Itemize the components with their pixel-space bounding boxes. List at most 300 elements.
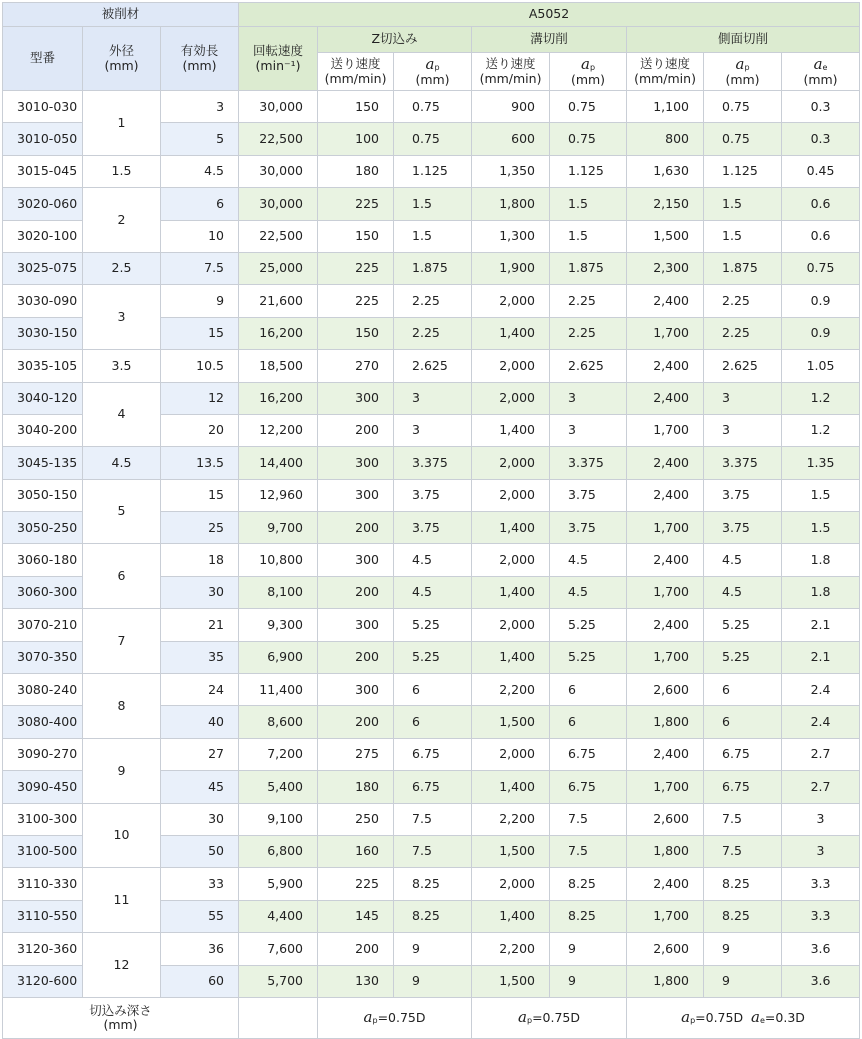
z-feed-cell: 300	[318, 447, 394, 479]
diameter-cell: 6	[83, 544, 161, 609]
side-ae-cell: 0.3	[782, 91, 860, 123]
groove-feed-cell: 2,200	[472, 674, 550, 706]
groove-ap-cell: 1.5	[550, 188, 627, 220]
groove-feed-cell: 2,000	[472, 479, 550, 511]
z-ap-cell: 3.75	[394, 479, 472, 511]
groove-ap-cell: 7.5	[550, 803, 627, 835]
groove-feed-cell: 1,800	[472, 188, 550, 220]
table-row	[3, 155, 860, 187]
model-cell: 3020-100	[3, 220, 83, 252]
groove-feed-cell: 1,500	[472, 835, 550, 867]
rpm-cell: 18,500	[239, 350, 318, 382]
groove-feed-cell: 1,400	[472, 900, 550, 932]
side-ap-cell: 6.75	[704, 771, 782, 803]
side-feed-cell: 1,630	[627, 155, 704, 187]
groove-ap-cell: 3.75	[550, 479, 627, 511]
side-feed-cell: 1,100	[627, 91, 704, 123]
length-cell: 6	[161, 188, 239, 220]
footer-z-depth: ap=0.75D	[318, 997, 472, 1038]
model-cell: 3100-500	[3, 835, 83, 867]
z-ap-cell: 1.875	[394, 252, 472, 284]
rpm-cell: 9,100	[239, 803, 318, 835]
z-ap-cell: 1.125	[394, 155, 472, 187]
groove-feed-cell: 2,000	[472, 544, 550, 576]
z-ap-cell: 9	[394, 965, 472, 997]
rpm-cell: 12,200	[239, 414, 318, 446]
side-ae-cell: 2.4	[782, 706, 860, 738]
side-feed-cell: 1,700	[627, 641, 704, 673]
side-ap-cell: 6	[704, 674, 782, 706]
diameter-cell: 1	[83, 91, 161, 156]
rpm-cell: 21,600	[239, 285, 318, 317]
z-ap-header: ap (mm)	[394, 53, 472, 91]
rpm-cell: 22,500	[239, 123, 318, 155]
rpm-cell: 6,800	[239, 835, 318, 867]
depth-of-cut-label: 切込み深さ (mm)	[3, 997, 239, 1038]
length-cell: 15	[161, 317, 239, 349]
rpm-cell: 9,700	[239, 512, 318, 544]
groove-feed-cell: 1,500	[472, 706, 550, 738]
model-cell: 3040-120	[3, 382, 83, 414]
side-ae-cell: 3.6	[782, 965, 860, 997]
side-ap-cell: 2.625	[704, 350, 782, 382]
diameter-cell: 4	[83, 382, 161, 447]
side-ae-cell: 3.6	[782, 933, 860, 965]
length-cell: 9	[161, 285, 239, 317]
table-row	[3, 803, 860, 835]
side-ae-cell: 3	[782, 803, 860, 835]
model-cell: 3050-150	[3, 479, 83, 511]
footer-blank	[239, 997, 318, 1038]
model-cell: 3045-135	[3, 447, 83, 479]
diameter-cell: 5	[83, 479, 161, 544]
z-feed-cell: 300	[318, 544, 394, 576]
z-feed-cell: 200	[318, 512, 394, 544]
z-ap-cell: 3	[394, 382, 472, 414]
side-ap-cell: 1.5	[704, 220, 782, 252]
side-ap-cell: 7.5	[704, 803, 782, 835]
z-feed-cell: 150	[318, 220, 394, 252]
side-ae-cell: 1.5	[782, 479, 860, 511]
z-feed-cell: 150	[318, 91, 394, 123]
groove-feed-cell: 2,200	[472, 803, 550, 835]
groove-ap-cell: 8.25	[550, 868, 627, 900]
length-cell: 45	[161, 771, 239, 803]
groove-ap-header: ap (mm)	[550, 53, 627, 91]
rpm-cell: 10,800	[239, 544, 318, 576]
side-ae-cell: 2.7	[782, 771, 860, 803]
side-ap-cell: 8.25	[704, 900, 782, 932]
groove-feed-cell: 1,400	[472, 576, 550, 608]
length-cell: 55	[161, 900, 239, 932]
length-cell: 30	[161, 576, 239, 608]
z-feed-cell: 300	[318, 382, 394, 414]
z-feed-cell: 180	[318, 155, 394, 187]
model-cell: 3070-350	[3, 641, 83, 673]
side-ae-cell: 0.6	[782, 220, 860, 252]
model-cell: 3060-300	[3, 576, 83, 608]
z-ap-cell: 2.25	[394, 317, 472, 349]
rpm-cell: 25,000	[239, 252, 318, 284]
diameter-cell: 10	[83, 803, 161, 868]
cutting-conditions-table	[2, 2, 860, 1039]
z-ap-cell: 2.25	[394, 285, 472, 317]
length-cell: 7.5	[161, 252, 239, 284]
model-cell: 3035-105	[3, 350, 83, 382]
z-ap-cell: 6	[394, 674, 472, 706]
groove-ap-cell: 4.5	[550, 576, 627, 608]
z-feed-cell: 225	[318, 252, 394, 284]
length-cell: 33	[161, 868, 239, 900]
side-feed-cell: 1,500	[627, 220, 704, 252]
col-model-header: 型番	[3, 27, 83, 91]
z-feed-cell: 250	[318, 803, 394, 835]
model-cell: 3090-450	[3, 771, 83, 803]
diameter-cell: 11	[83, 868, 161, 933]
groove-ap-cell: 3.375	[550, 447, 627, 479]
groove-ap-cell: 5.25	[550, 609, 627, 641]
side-ap-cell: 9	[704, 933, 782, 965]
side-ap-cell: 4.5	[704, 544, 782, 576]
z-feed-cell: 200	[318, 706, 394, 738]
side-feed-cell: 2,400	[627, 544, 704, 576]
length-cell: 13.5	[161, 447, 239, 479]
side-feed-cell: 2,600	[627, 933, 704, 965]
model-cell: 3010-050	[3, 123, 83, 155]
group-side-header: 側面切削	[627, 27, 860, 53]
side-ae-cell: 1.5	[782, 512, 860, 544]
length-cell: 24	[161, 674, 239, 706]
groove-feed-cell: 2,000	[472, 285, 550, 317]
rpm-cell: 4,400	[239, 900, 318, 932]
groove-feed-cell: 2,000	[472, 738, 550, 770]
table-row	[3, 382, 860, 414]
side-ae-cell: 1.8	[782, 544, 860, 576]
col-length-header: 有効長 (mm)	[161, 27, 239, 91]
z-ap-cell: 3.75	[394, 512, 472, 544]
length-cell: 27	[161, 738, 239, 770]
diameter-cell: 7	[83, 609, 161, 674]
length-cell: 20	[161, 414, 239, 446]
side-ap-cell: 6.75	[704, 738, 782, 770]
model-cell: 3120-600	[3, 965, 83, 997]
length-cell: 30	[161, 803, 239, 835]
groove-ap-cell: 2.25	[550, 317, 627, 349]
side-feed-cell: 2,400	[627, 350, 704, 382]
rpm-cell: 9,300	[239, 609, 318, 641]
model-cell: 3110-330	[3, 868, 83, 900]
footer-groove-depth: ap=0.75D	[472, 997, 627, 1038]
rpm-cell: 30,000	[239, 188, 318, 220]
groove-feed-cell: 1,350	[472, 155, 550, 187]
diameter-cell: 8	[83, 674, 161, 739]
groove-feed-cell: 2,200	[472, 933, 550, 965]
side-feed-cell: 2,300	[627, 252, 704, 284]
groove-ap-cell: 0.75	[550, 123, 627, 155]
table-row	[3, 674, 860, 706]
model-cell: 3090-270	[3, 738, 83, 770]
table-row	[3, 188, 860, 220]
group-z-header: Z切込み	[318, 27, 472, 53]
side-ap-cell: 5.25	[704, 641, 782, 673]
side-ap-cell: 2.25	[704, 317, 782, 349]
length-cell: 36	[161, 933, 239, 965]
length-cell: 40	[161, 706, 239, 738]
col-rpm-header: 回転速度 (min⁻¹)	[239, 27, 318, 91]
groove-feed-cell: 900	[472, 91, 550, 123]
z-ap-cell: 8.25	[394, 868, 472, 900]
side-ae-cell: 2.1	[782, 609, 860, 641]
rpm-cell: 7,200	[239, 738, 318, 770]
model-cell: 3060-180	[3, 544, 83, 576]
length-cell: 10	[161, 220, 239, 252]
z-feed-cell: 300	[318, 674, 394, 706]
rpm-cell: 7,600	[239, 933, 318, 965]
side-feed-cell: 2,150	[627, 188, 704, 220]
side-feed-cell: 1,700	[627, 900, 704, 932]
groove-ap-cell: 3	[550, 382, 627, 414]
table-row	[3, 933, 860, 965]
side-ap-cell: 1.875	[704, 252, 782, 284]
z-feed-cell: 145	[318, 900, 394, 932]
side-ap-header: ap (mm)	[704, 53, 782, 91]
side-ap-cell: 1.5	[704, 188, 782, 220]
groove-feed-cell: 2,000	[472, 447, 550, 479]
model-cell: 3110-550	[3, 900, 83, 932]
z-ap-cell: 5.25	[394, 609, 472, 641]
side-ap-cell: 0.75	[704, 123, 782, 155]
groove-feed-cell: 1,500	[472, 965, 550, 997]
side-ae-cell: 0.3	[782, 123, 860, 155]
model-cell: 3050-250	[3, 512, 83, 544]
z-feed-cell: 300	[318, 479, 394, 511]
z-feed-cell: 180	[318, 771, 394, 803]
rpm-cell: 6,900	[239, 641, 318, 673]
z-ap-cell: 5.25	[394, 641, 472, 673]
model-cell: 3080-400	[3, 706, 83, 738]
table-row	[3, 609, 860, 641]
groove-ap-cell: 6	[550, 706, 627, 738]
z-ap-cell: 1.5	[394, 188, 472, 220]
table-row	[3, 479, 860, 511]
rpm-cell: 5,400	[239, 771, 318, 803]
z-feed-cell: 160	[318, 835, 394, 867]
side-ap-cell: 4.5	[704, 576, 782, 608]
col-diameter-header: 外径 (mm)	[83, 27, 161, 91]
table-row	[3, 447, 860, 479]
groove-ap-cell: 0.75	[550, 91, 627, 123]
side-ap-cell: 8.25	[704, 868, 782, 900]
length-cell: 3	[161, 91, 239, 123]
side-feed-header: 送り速度 (mm/min)	[627, 53, 704, 91]
diameter-cell: 1.5	[83, 155, 161, 187]
side-ae-cell: 0.9	[782, 317, 860, 349]
side-feed-cell: 800	[627, 123, 704, 155]
side-ae-cell: 1.05	[782, 350, 860, 382]
side-ap-cell: 6	[704, 706, 782, 738]
model-cell: 3100-300	[3, 803, 83, 835]
side-feed-cell: 1,700	[627, 317, 704, 349]
model-cell: 3030-090	[3, 285, 83, 317]
groove-ap-cell: 9	[550, 933, 627, 965]
z-ap-cell: 3.375	[394, 447, 472, 479]
z-feed-cell: 225	[318, 868, 394, 900]
model-cell: 3010-030	[3, 91, 83, 123]
z-feed-cell: 200	[318, 414, 394, 446]
groove-ap-cell: 6.75	[550, 771, 627, 803]
groove-ap-cell: 1.125	[550, 155, 627, 187]
z-ap-cell: 7.5	[394, 835, 472, 867]
side-ae-cell: 0.9	[782, 285, 860, 317]
table-row	[3, 738, 860, 770]
groove-feed-cell: 1,400	[472, 512, 550, 544]
groove-ap-cell: 1.5	[550, 220, 627, 252]
length-cell: 35	[161, 641, 239, 673]
side-ae-cell: 0.45	[782, 155, 860, 187]
side-ae-cell: 2.7	[782, 738, 860, 770]
side-ae-header: ae (mm)	[782, 53, 860, 91]
groove-ap-cell: 6	[550, 674, 627, 706]
rpm-cell: 30,000	[239, 91, 318, 123]
z-feed-cell: 225	[318, 285, 394, 317]
groove-feed-cell: 2,000	[472, 382, 550, 414]
groove-feed-cell: 2,000	[472, 868, 550, 900]
side-ap-cell: 3.75	[704, 479, 782, 511]
groove-ap-cell: 3	[550, 414, 627, 446]
side-ap-cell: 9	[704, 965, 782, 997]
groove-ap-cell: 4.5	[550, 544, 627, 576]
model-cell: 3070-210	[3, 609, 83, 641]
diameter-cell: 9	[83, 738, 161, 803]
groove-feed-cell: 1,300	[472, 220, 550, 252]
z-feed-cell: 100	[318, 123, 394, 155]
model-cell: 3040-200	[3, 414, 83, 446]
z-ap-cell: 6.75	[394, 771, 472, 803]
length-cell: 4.5	[161, 155, 239, 187]
rpm-cell: 30,000	[239, 155, 318, 187]
groove-ap-cell: 5.25	[550, 641, 627, 673]
side-ae-cell: 1.2	[782, 382, 860, 414]
groove-feed-cell: 600	[472, 123, 550, 155]
groove-feed-cell: 1,400	[472, 414, 550, 446]
groove-ap-cell: 2.625	[550, 350, 627, 382]
groove-feed-cell: 2,000	[472, 350, 550, 382]
side-feed-cell: 1,700	[627, 576, 704, 608]
z-ap-cell: 4.5	[394, 576, 472, 608]
groove-ap-cell: 2.25	[550, 285, 627, 317]
side-ae-cell: 3	[782, 835, 860, 867]
z-ap-cell: 6.75	[394, 738, 472, 770]
length-cell: 10.5	[161, 350, 239, 382]
side-feed-cell: 1,700	[627, 512, 704, 544]
rpm-cell: 12,960	[239, 479, 318, 511]
z-feed-cell: 200	[318, 576, 394, 608]
rpm-cell: 11,400	[239, 674, 318, 706]
length-cell: 12	[161, 382, 239, 414]
side-ae-cell: 1.8	[782, 576, 860, 608]
z-feed-cell: 130	[318, 965, 394, 997]
model-cell: 3030-150	[3, 317, 83, 349]
table-row	[3, 544, 860, 576]
groove-ap-cell: 3.75	[550, 512, 627, 544]
z-ap-cell: 0.75	[394, 91, 472, 123]
material-value: A5052	[239, 3, 860, 27]
side-ae-cell: 1.2	[782, 414, 860, 446]
groove-feed-cell: 1,400	[472, 641, 550, 673]
groove-ap-cell: 8.25	[550, 900, 627, 932]
model-cell: 3120-360	[3, 933, 83, 965]
table-row	[3, 350, 860, 382]
rpm-cell: 14,400	[239, 447, 318, 479]
side-ap-cell: 0.75	[704, 91, 782, 123]
table-row	[3, 868, 860, 900]
model-cell: 3080-240	[3, 674, 83, 706]
length-cell: 50	[161, 835, 239, 867]
side-ap-cell: 2.25	[704, 285, 782, 317]
material-label: 被削材	[3, 3, 239, 27]
side-feed-cell: 2,400	[627, 868, 704, 900]
z-feed-cell: 225	[318, 188, 394, 220]
z-ap-cell: 7.5	[394, 803, 472, 835]
side-feed-cell: 2,400	[627, 382, 704, 414]
groove-feed-cell: 1,400	[472, 771, 550, 803]
length-cell: 5	[161, 123, 239, 155]
rpm-cell: 22,500	[239, 220, 318, 252]
z-feed-cell: 200	[318, 933, 394, 965]
z-feed-cell: 275	[318, 738, 394, 770]
diameter-cell: 4.5	[83, 447, 161, 479]
side-ap-cell: 3.75	[704, 512, 782, 544]
groove-ap-cell: 6.75	[550, 738, 627, 770]
diameter-cell: 12	[83, 933, 161, 998]
side-ap-cell: 3	[704, 414, 782, 446]
side-ap-cell: 1.125	[704, 155, 782, 187]
table-row	[3, 252, 860, 284]
side-feed-cell: 2,400	[627, 285, 704, 317]
side-ap-cell: 7.5	[704, 835, 782, 867]
side-feed-cell: 1,800	[627, 706, 704, 738]
group-groove-header: 溝切削	[472, 27, 627, 53]
z-ap-cell: 2.625	[394, 350, 472, 382]
side-feed-cell: 2,400	[627, 447, 704, 479]
groove-ap-cell: 7.5	[550, 835, 627, 867]
side-ae-cell: 3.3	[782, 868, 860, 900]
side-ae-cell: 2.1	[782, 641, 860, 673]
groove-ap-cell: 1.875	[550, 252, 627, 284]
side-ap-cell: 5.25	[704, 609, 782, 641]
rpm-cell: 8,600	[239, 706, 318, 738]
rpm-cell: 5,700	[239, 965, 318, 997]
groove-feed-cell: 1,400	[472, 317, 550, 349]
model-cell: 3025-075	[3, 252, 83, 284]
length-cell: 21	[161, 609, 239, 641]
rpm-cell: 8,100	[239, 576, 318, 608]
z-ap-cell: 4.5	[394, 544, 472, 576]
length-cell: 18	[161, 544, 239, 576]
rpm-cell: 16,200	[239, 317, 318, 349]
z-ap-cell: 1.5	[394, 220, 472, 252]
table-row	[3, 285, 860, 317]
diameter-cell: 3	[83, 285, 161, 350]
model-cell: 3020-060	[3, 188, 83, 220]
z-ap-cell: 6	[394, 706, 472, 738]
groove-feed-header: 送り速度 (mm/min)	[472, 53, 550, 91]
table-row	[3, 91, 860, 123]
side-ae-cell: 3.3	[782, 900, 860, 932]
groove-feed-cell: 2,000	[472, 609, 550, 641]
z-feed-cell: 150	[318, 317, 394, 349]
side-feed-cell: 2,600	[627, 674, 704, 706]
